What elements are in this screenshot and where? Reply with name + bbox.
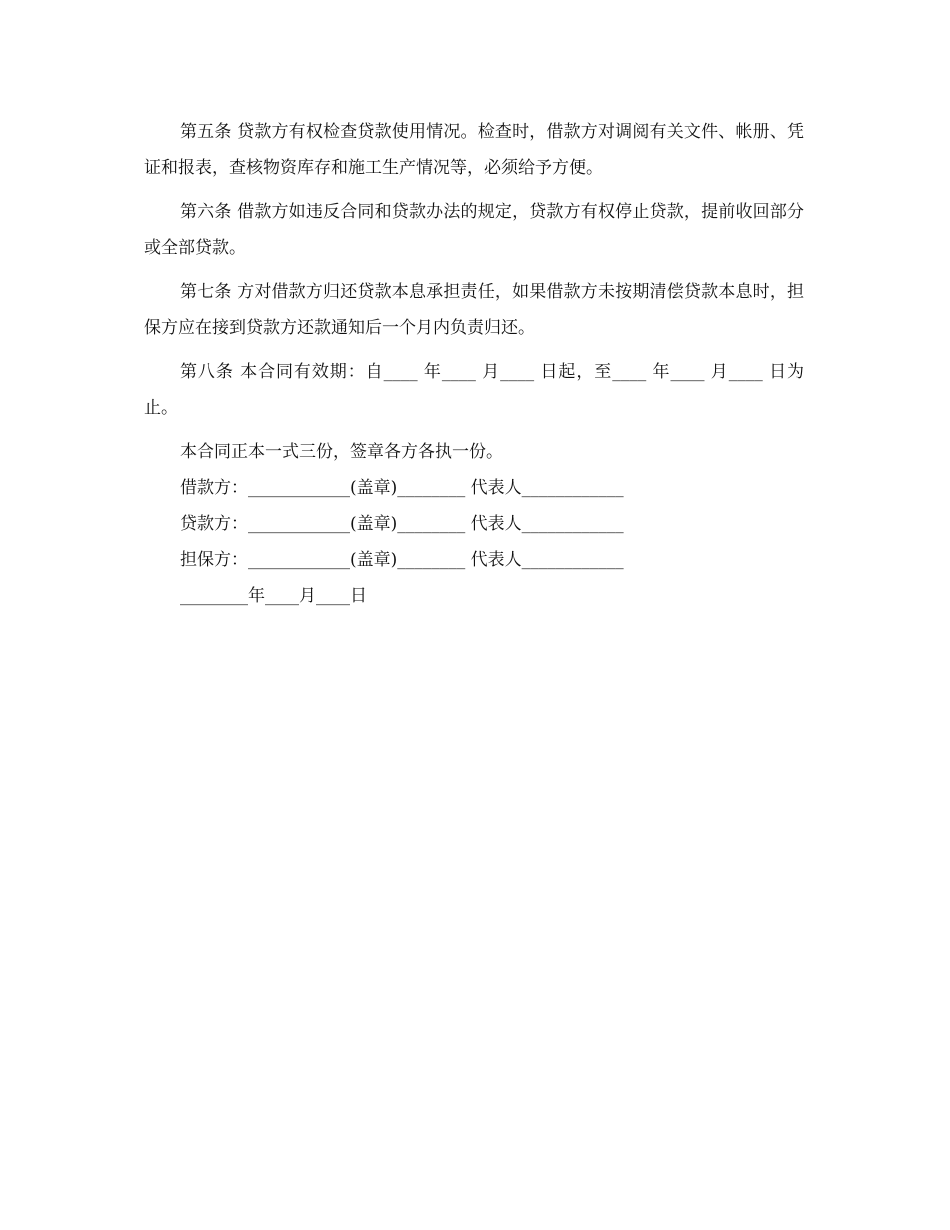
guarantor-signature-line: 担保方：____________(盖章)________ 代表人____________ bbox=[180, 550, 624, 570]
article-7: 第七条 方对借款方归还贷款本息承担责任，如果借款方未按期清偿贷款本息时，担保方应在接到贷款方还款通知后一个月内负责归还。 bbox=[144, 282, 804, 338]
date-line: ________年____月____日 bbox=[180, 586, 367, 606]
document-page bbox=[144, 114, 804, 614]
borrower-signature-line: 借款方：____________(盖章)________ 代表人____________ bbox=[180, 478, 624, 498]
lender-signature-line: 贷款方：____________(盖章)________ 代表人____________ bbox=[180, 514, 624, 534]
copies-note: 本合同正本一式三份，签章各方各执一份。 bbox=[180, 442, 503, 462]
article-6: 第六条 借款方如违反合同和贷款办法的规定，贷款方有权停止贷款，提前收回部分或全部贷款。 bbox=[144, 202, 804, 258]
article-5: 第五条 贷款方有权检查贷款使用情况。检查时，借款方对调阅有关文件、帐册、凭证和报表，查核物资库存和施工生产情况等，必须给予方便。 bbox=[144, 122, 804, 178]
article-8: 第八条 本合同有效期：自____ 年____ 月____ 日起，至____ 年____ 月____ 日为止。 bbox=[144, 362, 804, 418]
